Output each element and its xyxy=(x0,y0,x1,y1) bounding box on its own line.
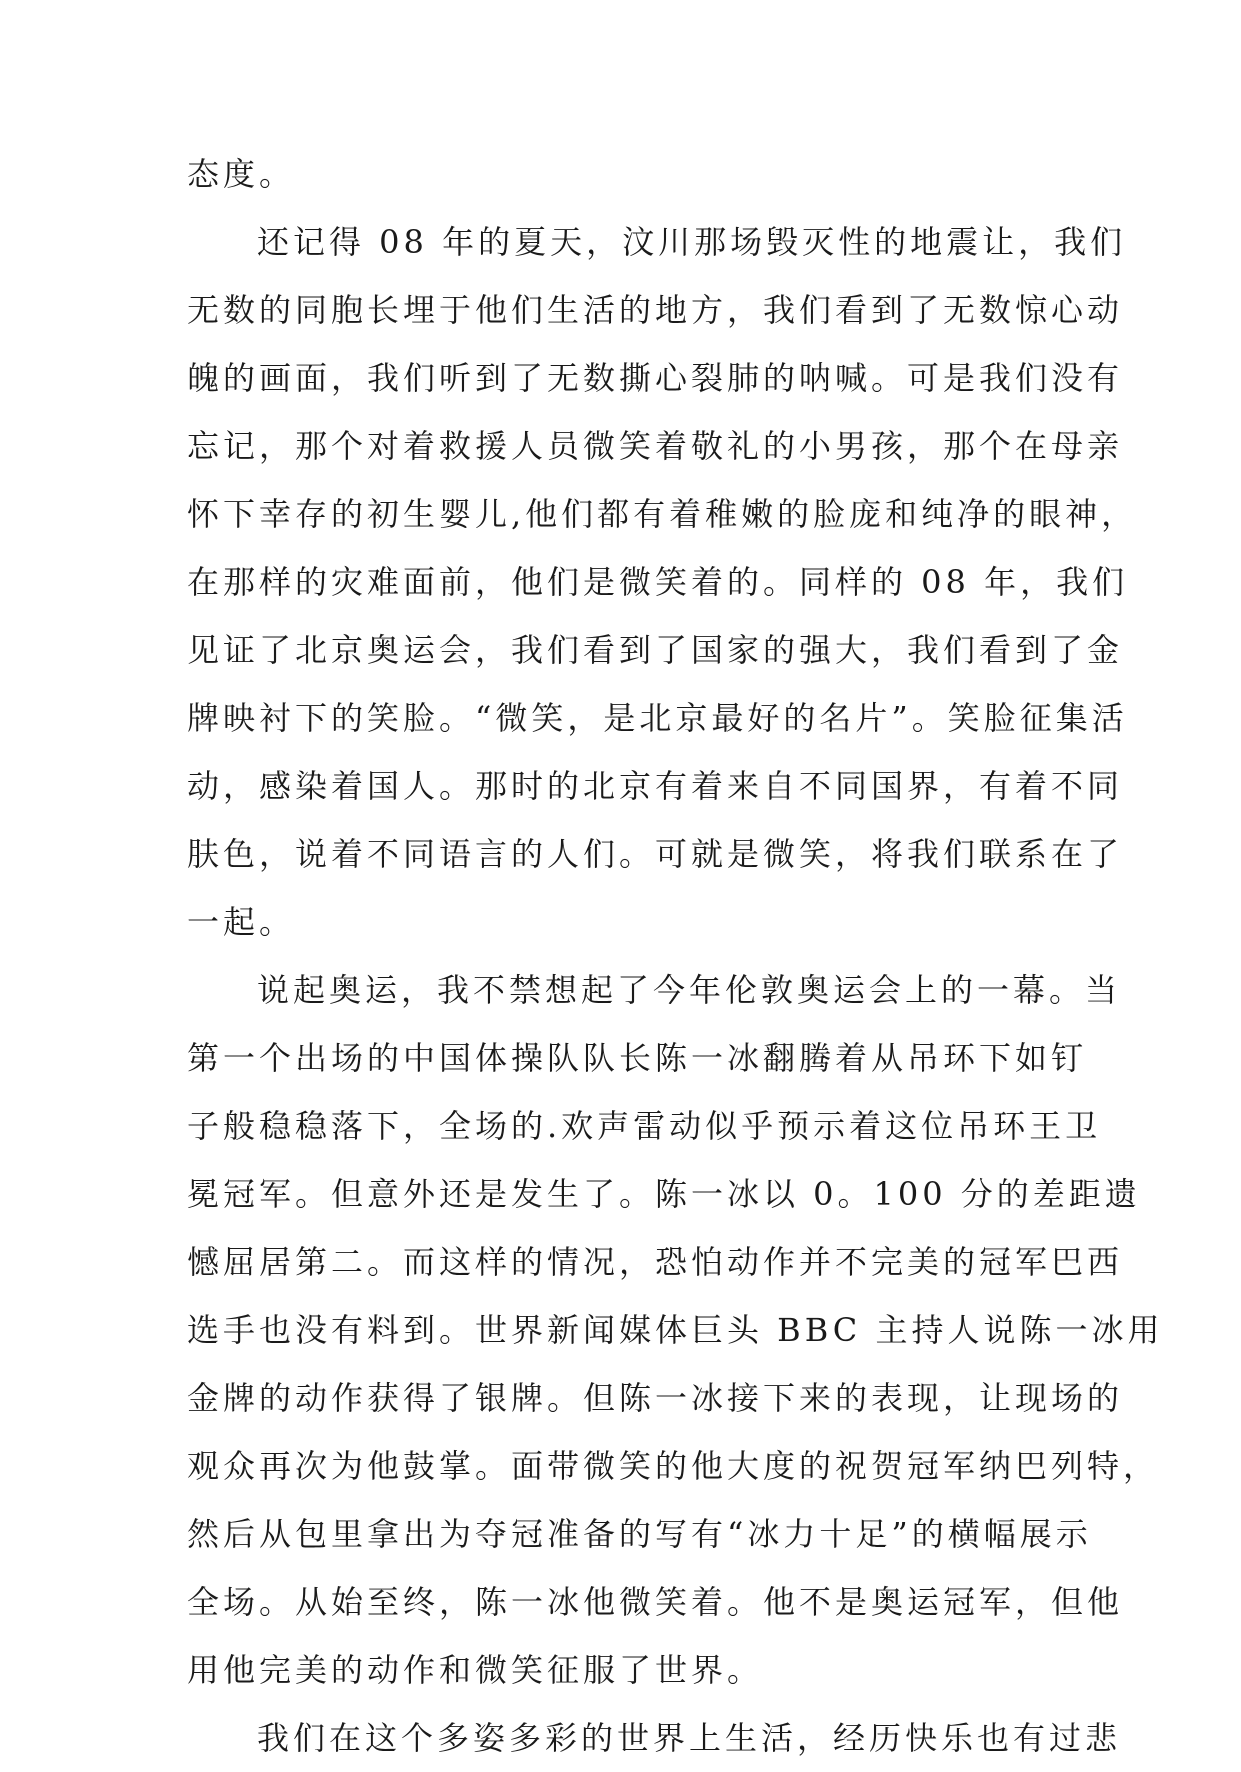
text-line: 用他完美的动作和微笑征服了世界。 xyxy=(187,1651,764,1689)
text-line: 忘记，那个对着救援人员微笑着敬礼的小男孩，那个在母亲 xyxy=(187,427,1124,465)
text-line: 第一个出场的中国体操队队长陈一冰翻腾着从吊环下如钉 xyxy=(187,1039,1088,1077)
paragraph-1 xyxy=(187,140,1053,208)
text-line: 见证了北京奥运会，我们看到了国家的强大，我们看到了金 xyxy=(187,631,1124,669)
text-line: 牌映衬下的笑脸。“微笑，是北京最好的名片”。笑脸征集活 xyxy=(187,699,1128,737)
text-line: 动，感染着国人。那时的北京有着来自不同国界，有着不同 xyxy=(187,767,1124,805)
text-line: 说起奥运，我不禁想起了今年伦敦奥运会上的一幕。当 xyxy=(257,971,1122,1009)
text-line: 肤色，说着不同语言的人们。可就是微笑，将我们联系在了 xyxy=(187,835,1124,873)
text-line: 然后从包里拿出为夺冠准备的写有“冰力十足”的横幅展示 xyxy=(187,1515,1092,1553)
text-line: 全场。从始至终，陈一冰他微笑着。他不是奥运冠军，但他 xyxy=(187,1583,1124,1621)
text-line: 一起。 xyxy=(187,903,296,941)
text-line: 怀下幸存的初生婴儿,他们都有着稚嫩的脸庞和纯净的眼神， xyxy=(187,495,1138,533)
text-line: 子般稳稳落下，全场的.欢声雷动似乎预示着这位吊环王卫 xyxy=(187,1107,1102,1145)
paragraph-2 xyxy=(187,208,1138,956)
text-line: 无数的同胞长埋于他们生活的地方，我们看到了无数惊心动 xyxy=(187,291,1124,329)
document-body xyxy=(187,140,1164,1772)
text-line: 冕冠军。但意外还是发生了。陈一冰以 0。100 分的差距遗 xyxy=(187,1175,1141,1213)
text-line: 金牌的动作获得了银牌。但陈一冰接下来的表现，让现场的 xyxy=(187,1379,1124,1417)
text-line: 在那样的灾难面前，他们是微笑着的。同样的 08 年，我们 xyxy=(187,563,1129,601)
text-line: 魄的画面，我们听到了无数撕心裂肺的呐喊。可是我们没有 xyxy=(187,359,1124,397)
text-line: 我们在这个多姿多彩的世界上生活，经历快乐也有过悲 xyxy=(257,1719,1122,1757)
text-line: 态度。 xyxy=(187,155,296,193)
text-line: 憾屈居第二。而这样的情况，恐怕动作并不完美的冠军巴西 xyxy=(187,1243,1124,1281)
text-line: 选手也没有料到。世界新闻媒体巨头 BBC 主持人说陈一冰用 xyxy=(187,1311,1164,1349)
paragraph-4 xyxy=(187,1704,1122,1772)
text-line: 观众再次为他鼓掌。面带微笑的他大度的祝贺冠军纳巴列特， xyxy=(187,1447,1160,1485)
paragraph-3 xyxy=(187,956,1164,1704)
text-line: 还记得 08 年的夏天，汶川那场毁灭性的地震让，我们 xyxy=(257,223,1127,261)
